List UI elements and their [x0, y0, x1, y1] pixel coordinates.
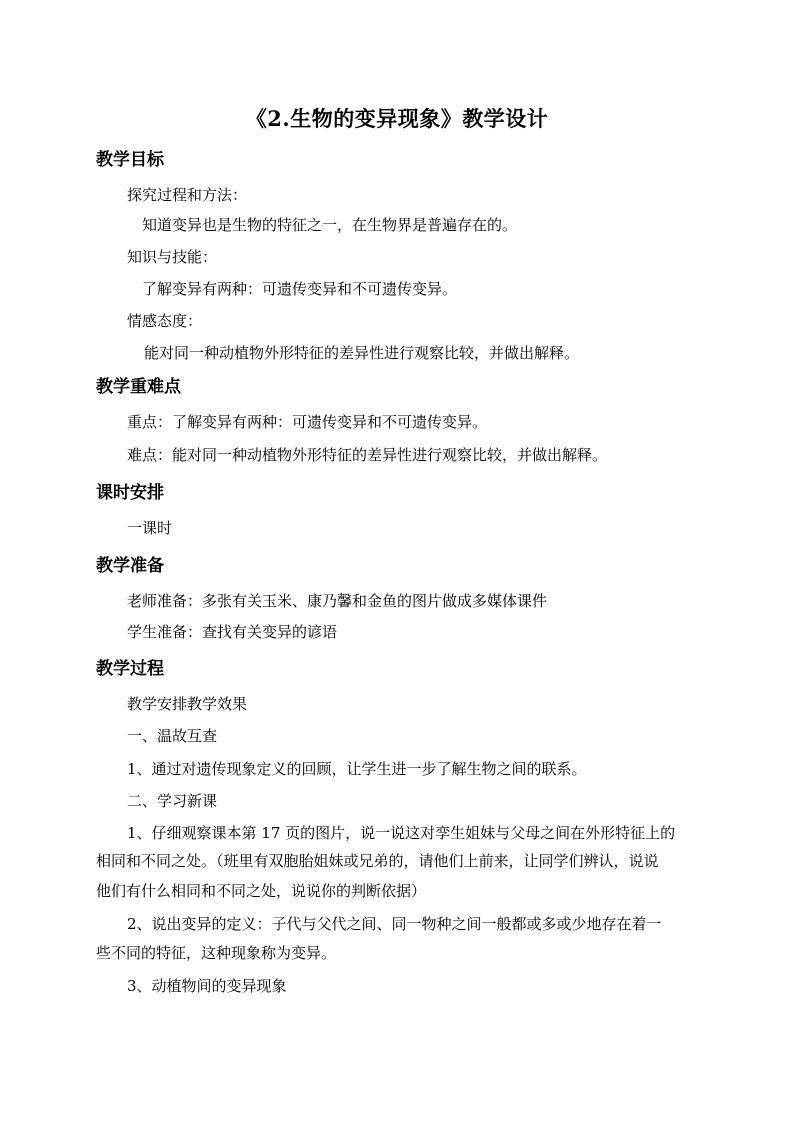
knowledge-skill-label: 知识与技能： — [127, 248, 218, 266]
section-heading-preparation: 教学准备 — [96, 556, 164, 576]
student-preparation: 学生准备：查找有关变异的谚语 — [127, 623, 338, 641]
schedule-text: 一课时 — [127, 519, 173, 537]
section-heading-schedule: 课时安排 — [96, 483, 164, 503]
section-heading-key-points: 教学重难点 — [96, 377, 181, 397]
page-title: 《2.生物的变异现象》教学设计 — [245, 106, 549, 131]
key-point-focus: 重点：了解变异有两种：可遗传变异和不可遗传变异。 — [127, 413, 488, 431]
process-line-9: 些不同的特征，这种现象称为变异。 — [96, 944, 337, 962]
process-line-3: 1、通过对遗传现象定义的回顾，让学生进一步了解生物之间的联系。 — [127, 760, 587, 778]
process-line-6: 相同和不同之处。（班里有双胞胎姐妹或兄弟的，请他们上前来，让同学们辨认，说说 — [96, 852, 659, 870]
key-point-difficulty: 难点：能对同一种动植物外形特征的差异性进行观察比较，并做出解释。 — [127, 446, 608, 464]
process-line-10: 3、动植物间的变异现象 — [127, 977, 287, 995]
section-heading-process: 教学过程 — [96, 659, 164, 679]
process-line-7: 他们有什么相同和不同之处，说说你的判断依据） — [96, 882, 427, 900]
process-method-label: 探究过程和方法： — [127, 186, 248, 204]
process-line-4: 二、学习新课 — [127, 792, 218, 810]
teacher-preparation: 老师准备：多张有关玉米、康乃馨和金鱼的图片做成多媒体课件 — [127, 592, 548, 610]
section-heading-goals: 教学目标 — [96, 150, 164, 170]
process-method-text: 知道变异也是生物的特征之一，在生物界是普遍存在的。 — [142, 216, 518, 234]
attitude-label: 情感态度： — [127, 312, 203, 330]
process-line-2: 一、温故互查 — [127, 727, 218, 745]
process-line-8: 2、说出变异的定义：子代与父代之间、同一物种之间一般都或多或少地存在着一 — [127, 915, 662, 933]
process-line-1: 教学安排教学效果 — [127, 695, 248, 713]
knowledge-skill-text: 了解变异有两种：可遗传变异和不可遗传变异。 — [142, 280, 458, 298]
attitude-text: 能对同一种动植物外形特征的差异性进行观察比较，并做出解释。 — [144, 344, 580, 362]
process-line-5: 1、仔细观察课本第 17 页的图片，说一说这对孪生姐妹与父母之间在外形特征上的 — [127, 824, 676, 842]
